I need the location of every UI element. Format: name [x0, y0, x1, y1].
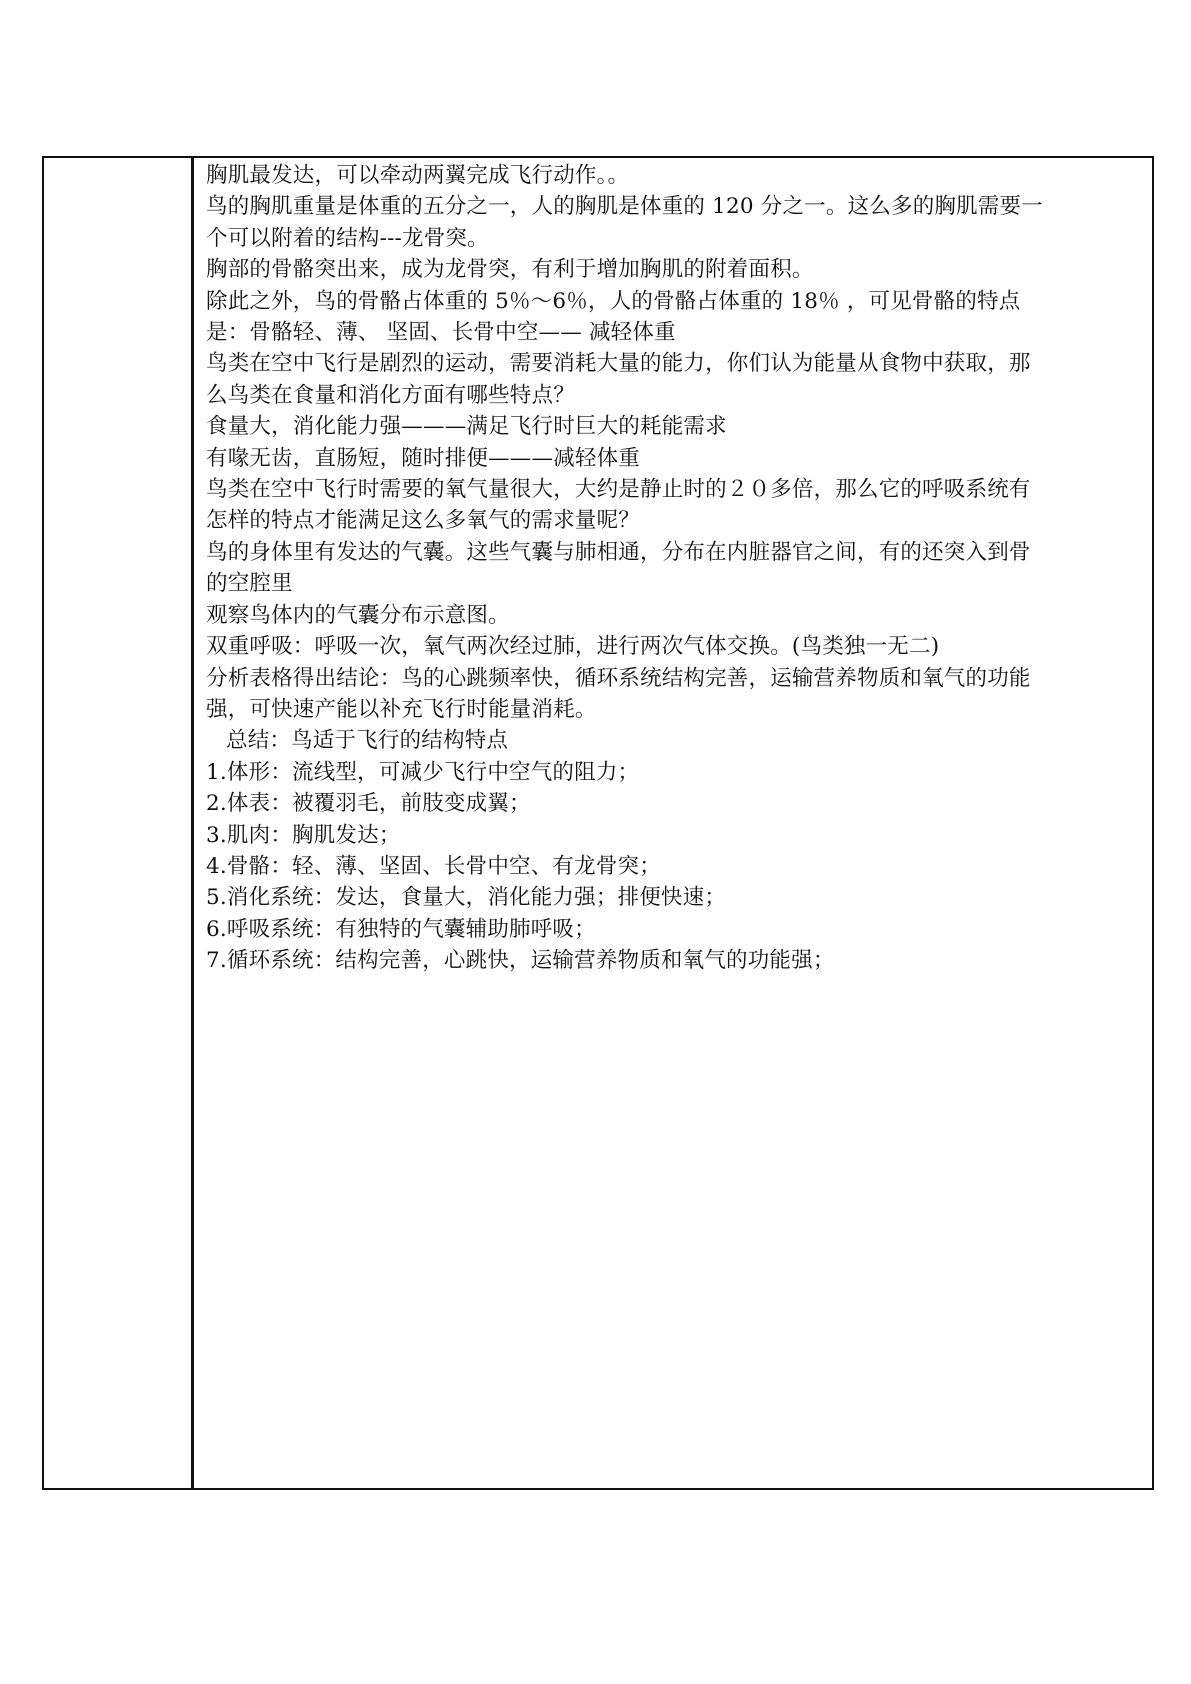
- summary-heading: 总结：鸟适于飞行的结构特点: [226, 728, 509, 754]
- summary-item: 6.呼吸系统：有独特的气囊辅助肺呼吸；: [206, 916, 596, 942]
- text-line: 有喙无齿，直肠短，随时排便———减轻体重: [206, 445, 641, 471]
- text-line: 鸟的身体里有发达的气囊。这些气囊与肺相通，分布在内脏器官之间，有的还突入到骨: [206, 539, 1031, 565]
- summary-item: 2.体表：被覆羽毛，前肢变成翼；: [206, 791, 531, 817]
- text-line: 的空腔里: [206, 571, 293, 597]
- text-line: 鸟类在空中飞行时需要的氧气量很大，大约是静止时的２０多倍，那么它的呼吸系统有: [206, 477, 1031, 503]
- summary-item: 3.肌肉：胸肌发达；: [206, 822, 401, 848]
- table-left-cell: [44, 158, 194, 1488]
- text-line: 鸟的胸肌重量是体重的五分之一，人的胸肌是体重的 120 分之一。这么多的胸肌需要一: [206, 194, 1043, 220]
- summary-item: 1.体形：流线型，可减少飞行中空气的阻力；: [206, 759, 640, 785]
- text-line: 胸部的骨骼突出来，成为龙骨突，有利于增加胸肌的附着面积。: [206, 257, 814, 283]
- text-line: 鸟类在空中飞行是剧烈的运动，需要消耗大量的能力，你们认为能量从食物中获取，那: [206, 351, 1031, 377]
- summary-item: 4.骨骼：轻、薄、坚固、长骨中空、有龙骨突；: [206, 853, 661, 879]
- text-line: 个可以附着的结构---龙骨突。: [206, 225, 489, 251]
- text-line: 食量大，消化能力强———满足飞行时巨大的耗能需求: [206, 414, 727, 440]
- text-line: 双重呼吸：呼吸一次，氧气两次经过肺，进行两次气体交换。(鸟类独一无二): [206, 634, 940, 660]
- text-line: 是：骨骼轻、薄、 坚固、长骨中空—— 减轻体重: [206, 320, 676, 346]
- text-line: 分析表格得出结论：鸟的心跳频率快，循环系统结构完善，运输营养物质和氧气的功能: [206, 665, 1031, 691]
- text-line: 怎样的特点才能满足这么多氧气的需求量呢？: [206, 508, 641, 534]
- text-line: 么鸟类在食量和消化方面有哪些特点？: [206, 382, 575, 408]
- document-table: [42, 156, 1154, 1490]
- summary-item: 5.消化系统：发达，食量大，消化能力强；排便快速；: [206, 885, 727, 911]
- summary-item: 7.循环系统：结构完善，心跳快，运输营养物质和氧气的功能强；: [206, 948, 835, 974]
- text-line: 胸肌最发达，可以牵动两翼完成飞行动作。。: [206, 163, 630, 188]
- text-line: 强，可快速产能以补充飞行时能量消耗。: [206, 696, 597, 722]
- text-line: 除此之外，鸟的骨骼占体重的 5％～6％，人的骨骼占体重的 18％ ，可见骨骼的特点: [206, 288, 1021, 314]
- table-right-cell: [194, 158, 1152, 1488]
- text-line: 观察鸟体内的气囊分布示意图。: [206, 602, 510, 628]
